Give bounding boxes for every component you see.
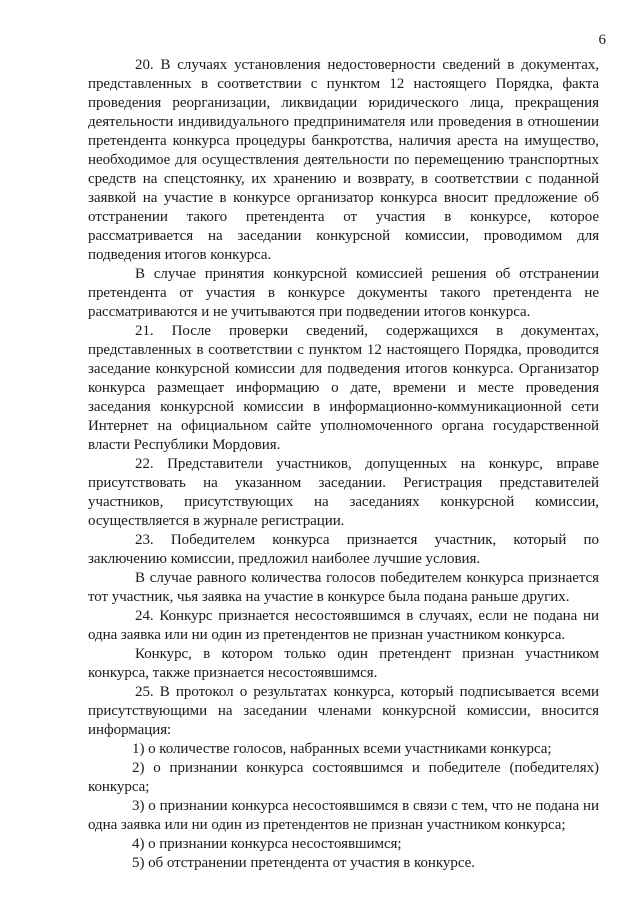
- list-item: 3) о признании конкурса несостоявшимся в связи с тем, что не подана ни одна заявка или ни один из претендентов не признан участником конкурса;: [88, 798, 599, 833]
- list-item: 1) о количестве голосов, набранных всеми участниками конкурса;: [132, 741, 552, 757]
- paragraph-23-equal-votes: В случае равного количества голосов победителем конкурса признается тот участник, чья заявка на участие в конкурсе была подана раньше других.: [88, 570, 599, 605]
- paragraph-20: 20. В случаях установления недостоверности сведений в документах, представленных в соответствии с пунктом 12 настоящего Порядка, факта проведения реорганизации, ликвидации юридического лица, прекращения деятельности индивидуального предпринимателя или проведения в отношении претендента конкурса процедуры банкротства, наличия ареста на имущество, необходимое для осуществления деятельности по перемещению транспортных средств на спецстоянку, их хранению и возврату, в соответствии с поданной заявкой на участие в конкурсе организатор конкурса вносит предложение об отстранении такого претендента от участия в конкурсе, которое рассматривается на заседании конкурсной комиссии, проводимом для подведения итогов конкурса.: [88, 57, 599, 263]
- list-item: 4) о признании конкурса несостоявшимся;: [132, 836, 402, 852]
- paragraph-24: 24. Конкурс признается несостоявшимся в случаях, если не подана ни одна заявка или ни один из претендентов не признан участником конкурса.: [88, 608, 599, 643]
- paragraph-21: 21. После проверки сведений, содержащихся в документах, представленных в соответствии с пунктом 12 настоящего Порядка, проводится заседание конкурсной комиссии для подведения итогов конкурса. Организатор конкурса размещает информацию о дате, времени и месте проведения заседания конкурсной комиссии в информационно-коммуникационной сети Интернет на официальном сайте уполномоченного органа государственной власти Республики Мордовия.: [88, 323, 599, 453]
- document-body: [88, 56, 599, 873]
- paragraph-20-removal-decision: В случае принятия конкурсной комиссией решения об отстранении претендента от участия в конкурсе документы такого претендента не рассматриваются и не учитываются при подведении итогов конкурса.: [88, 266, 599, 320]
- page-number: 6: [598, 32, 606, 48]
- paragraph-25: 25. В протокол о результатах конкурса, который подписывается всеми присутствующими на заседании членами конкурсной комиссии, вносится информация:: [88, 684, 599, 738]
- paragraph-23: 23. Победителем конкурса признается участник, который по заключению комиссии, предложил наиболее лучшие условия.: [88, 532, 599, 567]
- paragraph-24-single-participant: Конкурс, в котором только один претендент признан участником конкурса, также признается несостоявшимся.: [88, 646, 599, 681]
- list-item: 5) об отстранении претендента от участия в конкурсе.: [132, 855, 475, 871]
- paragraph-22: 22. Представители участников, допущенных на конкурс, вправе присутствовать на указанном заседании. Регистрация представителей участников, присутствующих на заседаниях конкурсной комиссии, осуществляется в журнале регистрации.: [88, 456, 599, 529]
- list-item: 2) о признании конкурса состоявшимся и победителе (победителях) конкурса;: [88, 760, 599, 795]
